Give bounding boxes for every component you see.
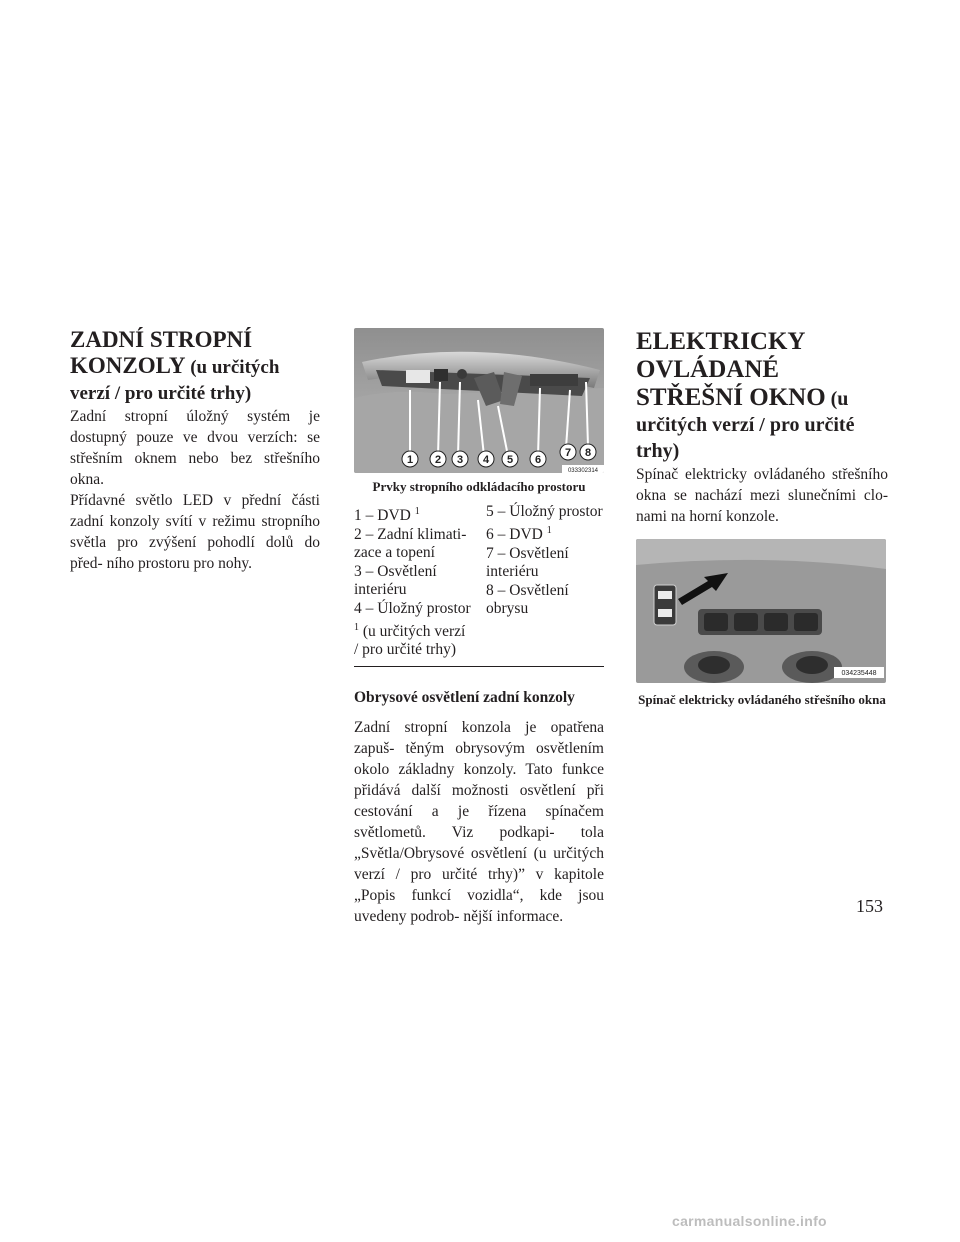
column-middle bbox=[354, 328, 604, 927]
legend-item-3 bbox=[354, 563, 472, 599]
legend-item-1 bbox=[354, 503, 472, 525]
figure-code: 033302314 bbox=[567, 468, 599, 473]
callout-1: 1 bbox=[406, 454, 414, 466]
footnote-mark: 1 bbox=[354, 622, 359, 634]
legend-text: 6 – DVD bbox=[486, 526, 547, 544]
callout-5: 5 bbox=[506, 454, 514, 466]
footnote-text: (u určitých verzí / pro určité trhy) bbox=[354, 623, 466, 659]
figure-caption: Prvky stropního odkládacího prostoru bbox=[372, 479, 586, 494]
legend-item-6 bbox=[486, 522, 604, 544]
column-right bbox=[636, 328, 888, 708]
paragraph-sunroof-switch: Spínač elektricky ovládaného střešního okna se nachází mezi slunečními clo- nami na horní konzole. bbox=[636, 465, 888, 525]
page-number: 153 bbox=[856, 896, 883, 916]
paragraph-courtesy-lighting: Zadní stropní konzola je opatřena zapuš- těným obrysovým osvětlením okolo základny konzoly. Tato funkce přidává další možnosti osvětlení při cestování a je řízena spínačem světlometů. Viz podkapi- tola „Světla/Obrysové osvětlení (u určitých verzí / pro určité trhy)” v kapitole „Popis funkcí vozidla“, kde jsou uvedeny podrob- nější informace. bbox=[354, 719, 604, 926]
watermark: carmanualsonline.info bbox=[672, 1213, 827, 1229]
figure-overhead-console bbox=[354, 328, 604, 473]
heading-main: ZADNÍ STROPNÍ KONZOLY bbox=[70, 327, 253, 378]
overhead-console-photo bbox=[354, 328, 604, 473]
legend-item-8 bbox=[486, 582, 604, 618]
legend-text: 3 – Osvětlení interiéru bbox=[354, 563, 437, 599]
legend-text: 7 – Osvětlení interiéru bbox=[486, 545, 569, 581]
legend-text: 1 – DVD bbox=[354, 507, 415, 525]
callout-6: 6 bbox=[534, 454, 542, 466]
callout-3: 3 bbox=[456, 454, 464, 466]
figure-caption: Spínač elektricky ovládaného střešního okna bbox=[638, 691, 886, 707]
sunroof-switch-photo bbox=[636, 539, 886, 683]
callout-2: 2 bbox=[434, 454, 442, 466]
footnote-mark: 1 bbox=[414, 506, 420, 517]
callout-4: 4 bbox=[482, 454, 490, 466]
legend-column-left bbox=[354, 503, 472, 660]
heading-qualifier: (u určitých verzí / pro určité trhy) bbox=[70, 356, 280, 404]
paragraph-storage-system: Zadní stropní úložný systém je dostupný pouze ve dvou verzích: se střešním oknem nebo bez střešního okna. bbox=[70, 407, 320, 488]
figure-legend bbox=[354, 503, 604, 660]
callout-8: 8 bbox=[584, 447, 592, 459]
legend-column-right bbox=[486, 503, 604, 660]
heading-main: ELEKTRICKY OVLÁDANÉ STŘEŠNÍ OKNO bbox=[636, 328, 826, 411]
callout-7: 7 bbox=[564, 447, 572, 459]
figure-sunroof-switch bbox=[636, 539, 886, 683]
legend-item-7 bbox=[486, 545, 604, 581]
legend-item-4 bbox=[354, 600, 472, 618]
legend-item-2 bbox=[354, 526, 472, 562]
legend-item-5 bbox=[486, 503, 604, 521]
legend-footnote bbox=[354, 619, 472, 659]
subheading-courtesy-lighting: Obrysové osvětlení zadní konzoly bbox=[354, 689, 575, 707]
section-heading-rear-consoles bbox=[70, 328, 320, 406]
legend-divider bbox=[354, 666, 604, 667]
figure-code: 034235448 bbox=[841, 669, 877, 677]
column-left bbox=[70, 328, 320, 574]
legend-text: 2 – Zadní klimati- zace a topení bbox=[354, 526, 467, 562]
legend-text: 4 – Úložný prostor bbox=[354, 600, 471, 618]
footnote-mark: 1 bbox=[546, 525, 552, 536]
heading-qualifier: (u určitých verzí / pro určité trhy) bbox=[636, 387, 855, 462]
section-heading-sunroof bbox=[636, 328, 888, 464]
paragraph-led-light: Přídavné světlo LED v přední části zadní konzoly svítí v režimu stropního světla pro zvýšení pohodlí dolů do před- ního prostoru pro nohy. bbox=[70, 491, 320, 572]
legend-text: 8 – Osvětlení obrysu bbox=[486, 582, 569, 618]
legend-text: 5 – Úložný prostor bbox=[486, 503, 603, 520]
